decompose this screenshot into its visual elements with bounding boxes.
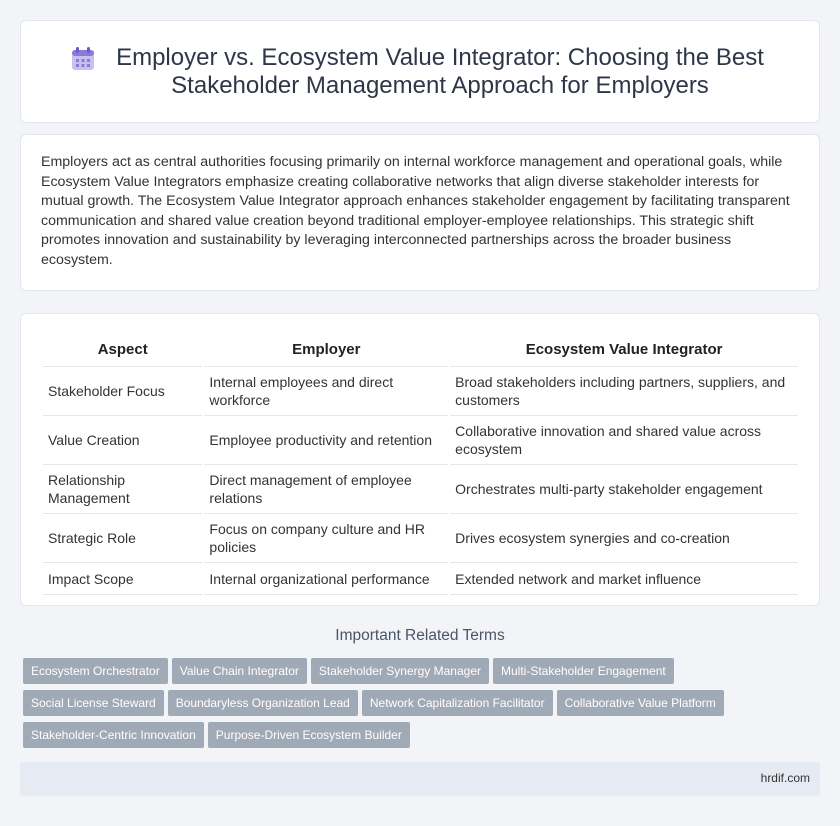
tag-social-license-steward[interactable]: Social License Steward [23,690,164,716]
header-ecosystem-value-integrator: Ecosystem Value Integrator [449,332,798,367]
footer-site[interactable]: hrdif.com [760,771,810,785]
table-cell: Internal employees and direct workforce [203,367,449,416]
comparison-table [43,332,798,595]
table-cell: Relationship Management [43,465,203,514]
table-cell: Drives ecosystem synergies and co-creation [449,514,798,563]
table-row [43,514,798,563]
table-cell: Internal organizational performance [203,563,449,595]
related-terms-list [23,658,823,754]
header-aspect: Aspect [97,340,148,358]
tag-stakeholder-synergy-manager[interactable]: Stakeholder Synergy Manager [311,658,489,684]
table-cell: Extended network and market influence [449,563,798,595]
tag-purpose-driven-ecosystem-builder[interactable]: Purpose-Driven Ecosystem Builder [208,722,410,748]
table-cell: Stakeholder Focus [43,367,203,416]
table-row [43,416,798,465]
tag-value-chain-integrator[interactable]: Value Chain Integrator [172,658,307,684]
table-cell: Impact Scope [43,563,203,595]
tag-network-capitalization-facilitator[interactable]: Network Capitalization Facilitator [362,690,553,716]
table-cell: Strategic Role [43,514,203,563]
intro-card [20,134,820,291]
table-cell: Collaborative innovation and shared value across ecosystem [449,416,798,465]
calendar-icon [70,46,96,72]
related-terms-heading: Important Related Terms [335,627,505,644]
table-cell: Value Creation [43,416,203,465]
table-cell: Direct management of employee relations [203,465,449,514]
table-cell: Orchestrates multi-party stakeholder engagement [449,465,798,514]
table-cell: Employee productivity and retention [203,416,449,465]
intro-paragraph: Employers act as central authorities focusing primarily on internal workforce management and operational goals, while Ecosystem Value Integrators emphasize creating collaborative networks that align diverse stakeholder interests for mutual growth. The Ecosystem Value Integrator approach enhances stakeholder engagement by facilitating transparent communication and shared value creation beyond traditional employer-employee relationships. This strategic shift promotes innovation and sustainability by leveraging interconnected partnerships across the broader business ecosystem. [41,154,790,268]
tag-stakeholder-centric-innovation[interactable]: Stakeholder-Centric Innovation [23,722,204,748]
table-cell: Focus on company culture and HR policies [203,514,449,563]
page-title: Employer vs. Ecosystem Value Integrator: Choosing the Best Stakeholder Management Approach for Employers [116,43,764,99]
tag-collaborative-value-platform[interactable]: Collaborative Value Platform [557,690,724,716]
table-row [43,367,798,416]
table-row [43,465,798,514]
tag-ecosystem-orchestrator[interactable]: Ecosystem Orchestrator [23,658,168,684]
title-card [20,20,820,123]
comparison-card [20,313,820,606]
tag-multi-stakeholder-engagement[interactable]: Multi-Stakeholder Engagement [493,658,674,684]
table-header-row [43,332,798,367]
table-cell: Broad stakeholders including partners, suppliers, and customers [449,367,798,416]
header-employer: Employer [203,332,449,367]
footer [20,762,820,796]
tag-boundaryless-organization-lead[interactable]: Boundaryless Organization Lead [168,690,358,716]
table-row [43,563,798,595]
